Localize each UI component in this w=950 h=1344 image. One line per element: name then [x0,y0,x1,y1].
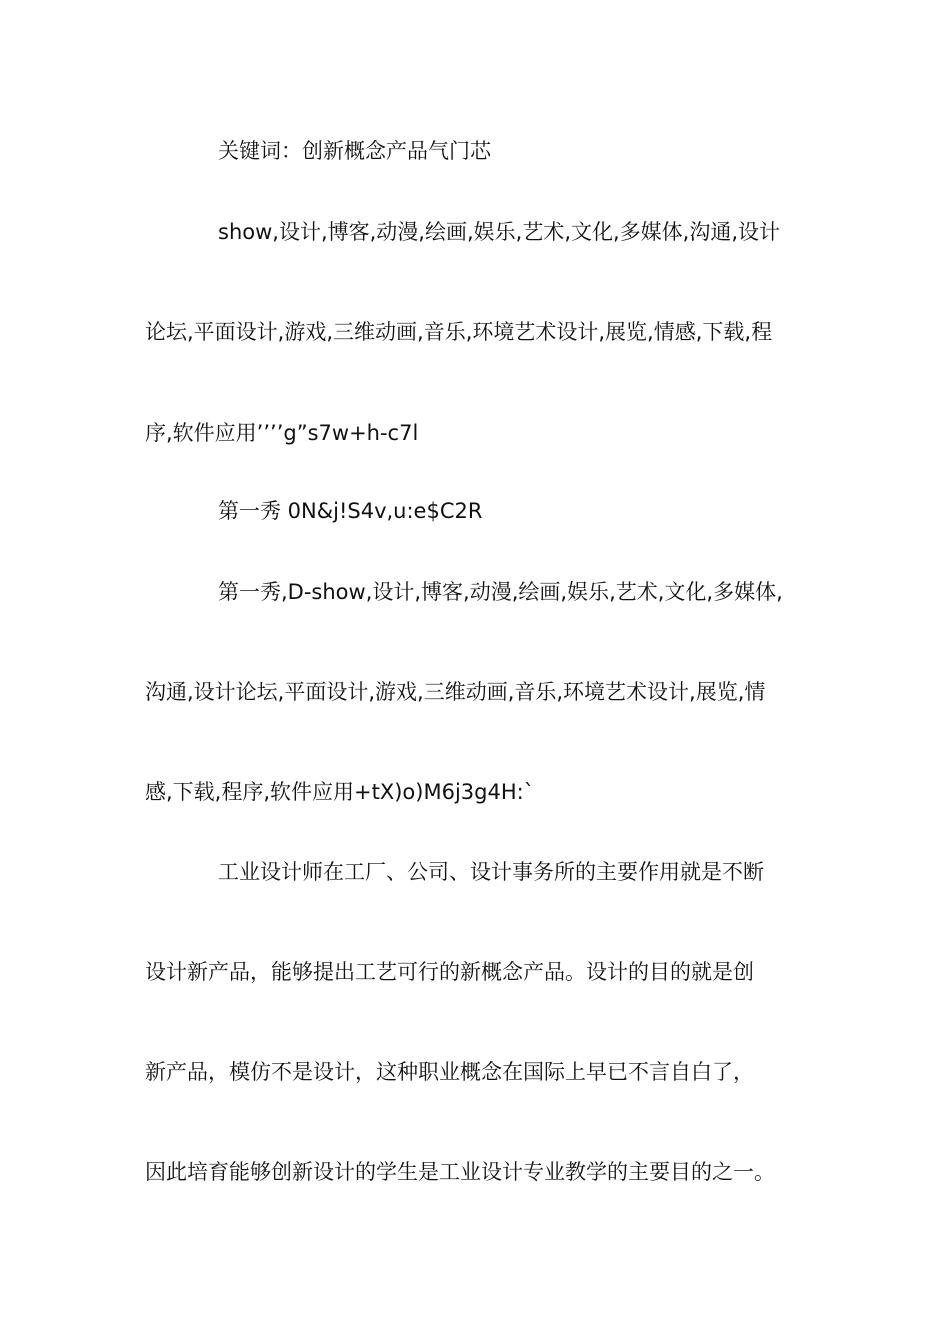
paragraph-line: 因此培育能够创新设计的学生是工业设计专业教学的主要目的之一。 [145,1160,775,1184]
paragraph-line: 沟通,设计论坛,平面设计,游戏,三维动画,音乐,环境艺术设计,展览,情 [145,680,766,704]
paragraph-line: 新产品，模仿不是设计，这种职业概念在国际上早已不言自白了， [145,1060,754,1084]
paragraph-line: show,设计,博客,动漫,绘画,娱乐,艺术,文化,多媒体,沟通,设计 [218,220,781,244]
paragraph-line: 感,下载,程序,软件应用+tX)o)M6j3g4H:` [145,780,535,804]
paragraph-line: 论坛,平面设计,游戏,三维动画,音乐,环境艺术设计,展览,情感,下载,程 [145,320,773,344]
paragraph-line: 工业设计师在工厂、公司、设计事务所的主要作用就是不断 [218,860,764,884]
paragraph-line: 第一秀 0N&j!S4v,u:e$C2R [218,499,483,523]
paragraph-line: 序,软件应用’’’’g”s7w+h-c7l [145,421,419,445]
paragraph-line: 第一秀,D-show,设计,博客,动漫,绘画,娱乐,艺术,文化,多媒体, [218,580,783,604]
keywords-line: 关键词：创新概念产品气门芯 [218,139,491,163]
paragraph-line: 设计新产品，能够提出工艺可行的新概念产品。设计的目的就是创 [145,960,754,984]
